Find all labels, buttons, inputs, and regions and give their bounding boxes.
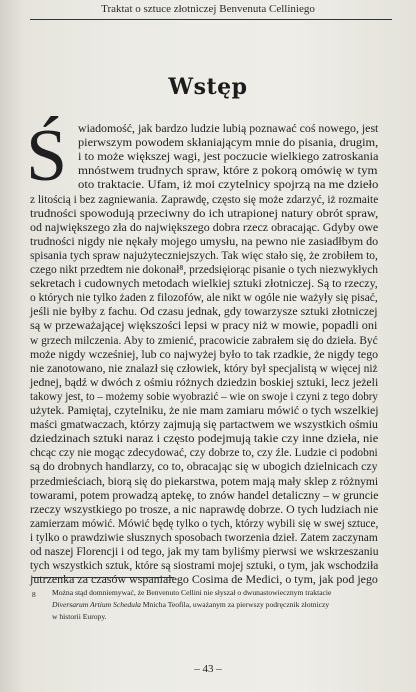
- page-number: – 43 –: [194, 663, 222, 675]
- footnote-line: Diversarum Artium Schedula Mnicha Teofila, uważanym za pierwszy podręcznik złotniczy: [52, 600, 330, 609]
- body-line: zamierzam mówić. Mówić będę tylko o tych, którzy wybili się w swej sztuce,: [30, 517, 379, 530]
- chapter-title: Wstęp: [168, 74, 248, 100]
- body-line: mnóstwem trudnych spraw, które z pokorą omówię w tym: [78, 165, 378, 178]
- body-line: w grzech milczenia. Aby to zmienić, pracowicie zabrałem się do dzieła. Być: [30, 334, 378, 347]
- footnote-marker: 8: [32, 590, 36, 599]
- body-line: i to może większej wagi, jest poczucie wielkiego zatroskania: [78, 151, 379, 164]
- body-line: wiadomość, jak bardzo ludzie lubią poznawać coś nowego, jest: [78, 123, 379, 135]
- body-line: takowy jest, to – możemy sobie wyobrazić – wie on swoje i czyni z tego dobry: [30, 390, 378, 403]
- body-line: maści gmatwaczach, którzy zajmują się partactwem we wszystkich ośmiu: [30, 419, 378, 432]
- body-line: nie zanotowano, nie znalazł się człowiek, który był specjalistą w więcej niż: [30, 362, 378, 375]
- body-line: pierwszym powodem skłaniającym mnie do pisania, drugim,: [78, 137, 379, 150]
- body-line: towarami, potem prowadzą aptekę, to znów handel detaliczny – w gruncie: [30, 489, 379, 502]
- body-line: trudności nigdy nie nękały mojego umysłu, na pewno nie zasiadłbym do: [30, 235, 379, 248]
- body-line: o których nie tylko żaden z filozofów, ale nikt w ogóle nie ważyły się pisać,: [30, 292, 378, 305]
- body-line: może nigdy wcześniej, lub co najwyżej było to tak rzadkie, że nigdy tego: [30, 348, 379, 361]
- footnote-line: w historii Europy.: [52, 612, 107, 621]
- body-line: od największego zła do największego dobra rzecz obracając. Gdyby owe: [30, 221, 379, 234]
- header-rule: [30, 19, 392, 20]
- footnote-line: Można stąd domniemywać, że Benvenuto Cellini nie słyszał o dwunastowiecznym traktacie: [52, 588, 332, 597]
- body-line: rzeczy wszystkiego po trosze, a nic naprawdę dobrze. O tych ludziach nie: [30, 503, 379, 516]
- footnote-rule: [32, 577, 174, 578]
- body-line: przedmieściach, biorą się do piekarstwa, potem mają mały sklep z różnymi: [30, 475, 379, 488]
- body-line: czego nikt przedtem nie dokonał⁸, przedsięiorąc pisanie o tych niezwykłych: [30, 264, 379, 276]
- body-line: użytek. Pamiętaj, czytelniku, że nie mam zamiaru mówić o tych wszelkiej: [30, 405, 379, 417]
- body-line: od naszej Florencji i od tego, jak my tam byliśmy pierwsi we wskrzeszaniu: [30, 546, 379, 558]
- body-line: spisania tych spraw najużyteczniejszych. Tak więc stało się, że zrobiłem to,: [30, 249, 378, 262]
- body-line: oto traktacie. Ufam, iż moi czytelnicy spojrzą na me dzieło: [78, 179, 379, 192]
- body-line: jednej, bądź w dwóch z ośmiu różnych dziedzin boskiej sztuki, lecz jeżeli: [30, 376, 379, 389]
- body-line: z litością i bez zagniewania. Zaprawdę, często się może zdarzyć, iż rozmaite: [30, 193, 379, 206]
- body-line: tych wszystkich sztuk, które są siostrami mojej sztuki, o tym, jak wschodziła: [30, 560, 379, 573]
- body-line: trudności spowodują przeciwny do ich utrapionej natury obrót spraw,: [30, 207, 379, 220]
- body-line: chcąc czy nie mogąc zdecydować, czy dobrze to, czy źle. Ludzie ci podobni: [30, 447, 378, 460]
- body-line: jutrzenka za czasów wspaniałego Cosima de Medici, o tym, jak pod jego: [30, 574, 378, 587]
- body-line: i tylko o prawdziwie słusznych sposobach tworzenia dzieł. Zatem zaczynam: [30, 531, 378, 544]
- body-line: są w przeważającej większości lepsi w pracy niż w mowie, popadli oni: [30, 320, 378, 333]
- running-head: Traktat o sztuce złotniczej Benvenuta Celliniego: [101, 3, 315, 15]
- body-line: dziedzinach sztuki naraz i często podejmują takie czy inne dzieła, nie: [30, 433, 379, 446]
- body-line: sekretach i cudownych metodach wielkiej sztuki złotniczej. Są to rzeczy,: [30, 278, 378, 291]
- drop-cap: Ś: [26, 115, 68, 197]
- body-line: są do drobnych handlarzy, co to, obracając się w ubogich dzielnicach czy: [30, 461, 378, 474]
- body-line: jeśli nie byłby z fachu. Od czasu jednak, gdy towarzysze sztuki złotniczej: [30, 306, 378, 319]
